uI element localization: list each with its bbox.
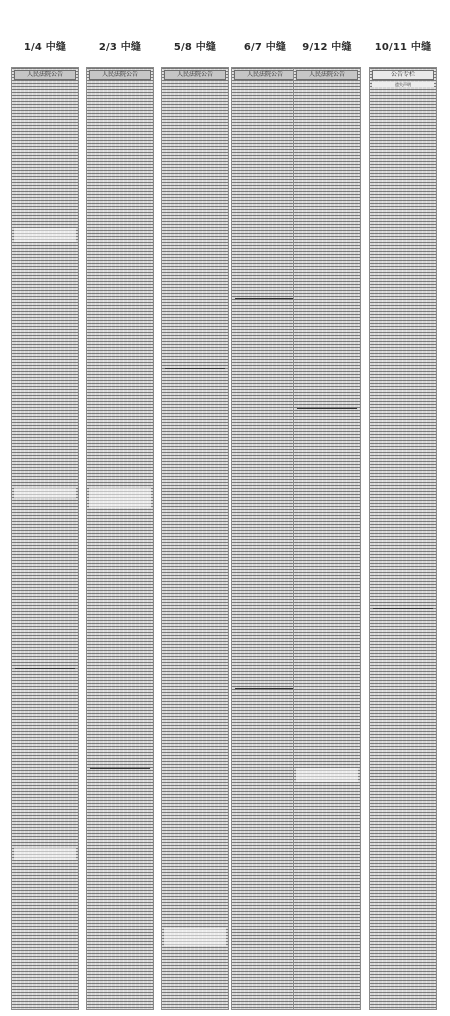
notice-strip (86, 67, 154, 1010)
column-9-12 (293, 0, 361, 1016)
text-block (14, 488, 76, 498)
divider (165, 368, 225, 369)
divider (297, 408, 357, 409)
strip-header: 人民法院公告 (14, 70, 76, 80)
text-block (89, 488, 151, 508)
divider (90, 768, 150, 769)
strip-header: 人民法院公告 (164, 70, 226, 80)
column-title: 2/3 中缝 (98, 42, 142, 53)
column-title: 5/8 中缝 (173, 42, 217, 53)
notice-strip (369, 67, 437, 1010)
divider (235, 688, 295, 689)
column-title: 9/12 中缝 (302, 42, 352, 53)
column-title: 10/11 中缝 (374, 42, 432, 53)
column-5-8 (161, 0, 229, 1016)
text-block (14, 228, 76, 242)
notice-strip (161, 67, 229, 1010)
divider (235, 298, 295, 299)
column-title: 1/4 中缝 (23, 42, 67, 53)
notice-strip (231, 67, 299, 1010)
strip-header: 人民法院公告 (296, 70, 358, 80)
divider (373, 608, 433, 609)
column-6-7 (231, 0, 299, 1016)
strip-header: 公告专栏 (372, 70, 434, 80)
strip-header: 人民法院公告 (234, 70, 296, 80)
notice-strip (293, 67, 361, 1010)
column-1-4 (11, 0, 79, 1016)
strip-header: 人民法院公告 (89, 70, 151, 80)
text-block (14, 848, 76, 860)
column-title: 6/7 中缝 (243, 42, 287, 53)
column-10-11 (369, 0, 437, 1016)
text-block (164, 928, 226, 946)
divider (15, 668, 75, 669)
strip-subheader: 遗失声明 (372, 82, 434, 87)
text-block (296, 768, 358, 782)
notice-strip (11, 67, 79, 1010)
column-2-3 (86, 0, 154, 1016)
